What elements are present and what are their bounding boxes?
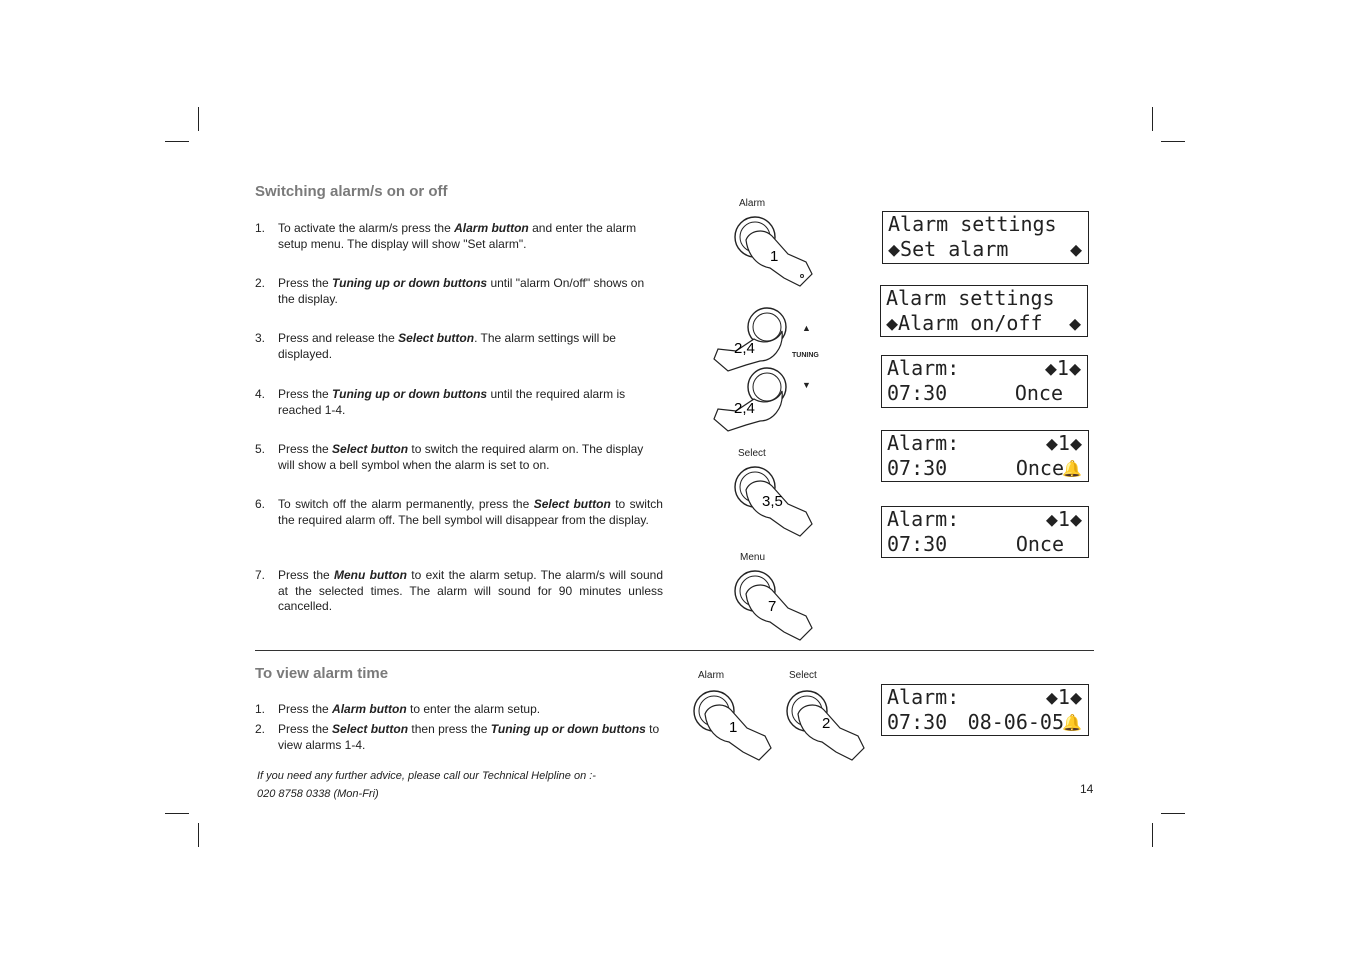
alarm-button-hand-icon	[687, 684, 777, 764]
tuning-label: TUNING	[792, 352, 819, 359]
step-5: 5. Press the Select button to switch the required alarm on. The display will show a bell symbol when the alarm is set to on.	[255, 442, 644, 472]
tuning-down-arrow-icon: ▼	[802, 380, 811, 390]
step-2: 2. Press the Tuning up or down buttons until "alarm On/off" shows on the display.	[255, 276, 645, 306]
select-button-label: Select	[738, 448, 766, 459]
right-arrow-icon: ◆	[1068, 311, 1081, 335]
alarm-button-hand-icon	[728, 210, 818, 290]
menu-button-hand-icon	[728, 564, 818, 644]
crop-mark	[165, 813, 189, 814]
section-heading: Switching alarm/s on or off	[255, 183, 448, 200]
step-7: 7. Press the Menu button to exit the alarm setup. The alarm/s will sound at the selected times. The alarm will sound for 90 minutes unless cancelled.	[255, 568, 663, 613]
tuning-up-step-number: 2,4	[734, 340, 755, 357]
page-number: 14	[1080, 782, 1094, 796]
crop-mark	[1161, 141, 1185, 142]
section-heading: To view alarm time	[255, 665, 389, 682]
step-3: 3. Press and release the Select button. The alarm settings will be displayed.	[255, 331, 616, 361]
select-step-number: 2	[822, 715, 831, 732]
lcd-display-alarm-off: Alarm: ◆1◆ 07:30 Once	[881, 506, 1089, 558]
left-arrow-icon: ◆	[886, 311, 899, 335]
menu-button-label: Menu	[740, 552, 766, 563]
select-button-label: Select	[789, 670, 817, 681]
helpline-phone: 020 8758 0338 (Mon-Fri)	[257, 788, 379, 800]
select-step-number: 3,5	[762, 493, 783, 510]
lcd-display-alarm-on: Alarm: ◆1◆ 07:30 Once 🔔	[881, 430, 1089, 482]
crop-mark	[165, 141, 189, 142]
step-1: 1. To activate the alarm/s press the Alarm button and enter the alarm setup menu. The display will show "Set alarm".	[255, 221, 637, 251]
select-button-hand-icon	[780, 684, 870, 764]
right-arrow-icon: ◆	[1069, 237, 1082, 261]
step-6: 6. To switch off the alarm permanently, press the Select button to switch the required alarm off. The bell symbol will disappear from the display.	[255, 497, 663, 527]
select-button-hand-icon	[728, 460, 818, 540]
menu-step-number: 7	[768, 598, 777, 615]
bell-icon: 🔔	[1062, 459, 1082, 478]
crop-mark	[1152, 823, 1153, 847]
lcd-display-alarm-1: Alarm: ◆1◆ 07:30 Once	[881, 355, 1088, 408]
lcd-display-alarm-date: Alarm: ◆1◆ 07:30 08-06-05 🔔	[881, 684, 1089, 736]
crop-mark	[1152, 107, 1153, 131]
helpline-text: If you need any further advice, please call our Technical Helpline on :-	[257, 770, 596, 782]
step-4: 4. Press the Tuning up or down buttons until the required alarm is reached 1-4.	[255, 387, 626, 417]
crop-mark	[198, 823, 199, 847]
crop-mark	[198, 107, 199, 131]
crop-mark	[1161, 813, 1185, 814]
alarm-step-number: 1	[729, 719, 738, 736]
bell-icon: 🔔	[1062, 713, 1082, 732]
tuning-up-arrow-icon: ▲	[802, 323, 811, 333]
left-arrow-icon: ◆	[888, 237, 901, 261]
alarm-button-label: Alarm	[739, 198, 766, 209]
section-divider	[255, 650, 1094, 651]
tuning-down-hand-icon	[712, 365, 802, 435]
alarm-step-number: 1	[770, 248, 779, 265]
tuning-down-step-number: 2,4	[734, 400, 755, 417]
step-1: 1. Press the Alarm button to enter the alarm setup.	[255, 702, 541, 716]
step-2: 2. Press the Select button then press the Tuning up or down buttons to view alarms 1-4.	[255, 722, 660, 752]
lcd-display-set-alarm: Alarm settings ◆Set alarm ◆	[882, 211, 1089, 264]
lcd-display-alarm-on-off: Alarm settings ◆Alarm on/off ◆	[880, 285, 1088, 337]
alarm-button-label: Alarm	[698, 670, 725, 681]
